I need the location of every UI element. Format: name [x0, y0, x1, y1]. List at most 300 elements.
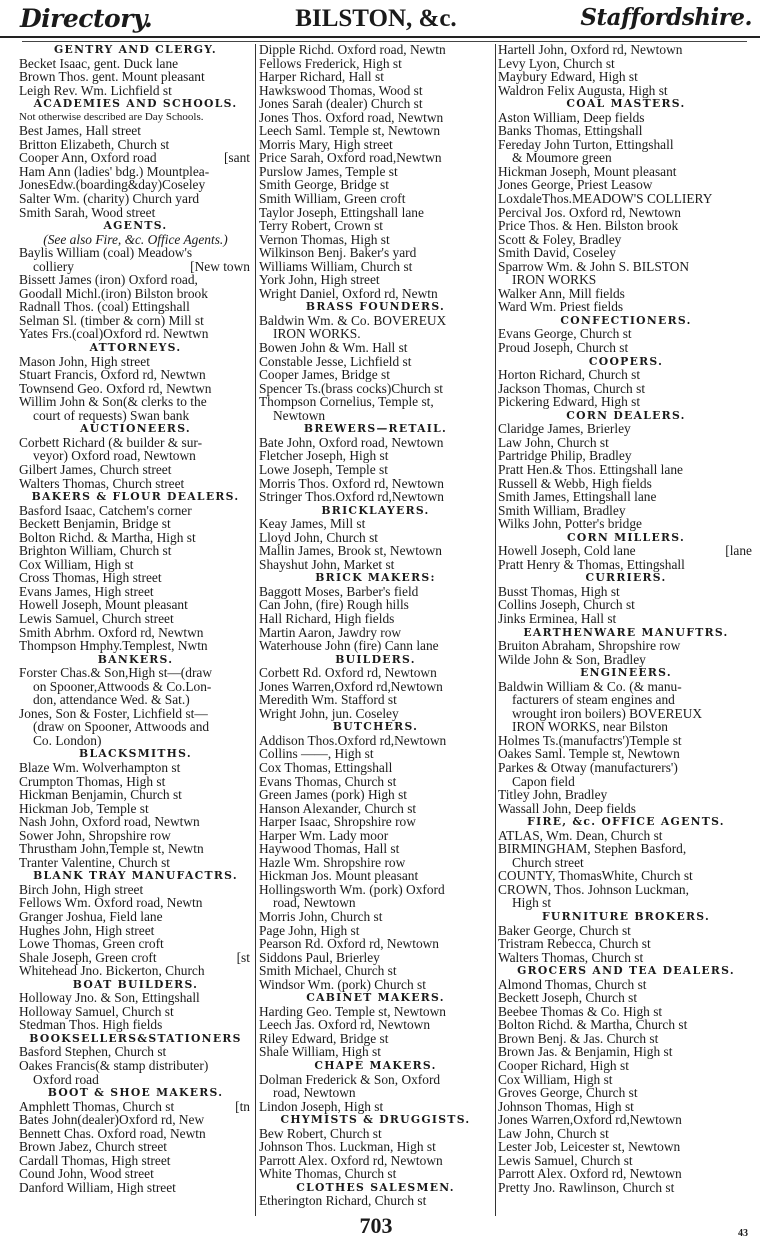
section-heading	[498, 531, 754, 545]
line-text: ACADEMIES AND SCHOOLS.	[33, 97, 238, 111]
line-text: Smith Michael, Church st	[259, 963, 397, 979]
line-text: Wilde John & Son, Bradley	[498, 651, 646, 667]
line-text: Evans James, High street	[19, 583, 154, 599]
directory-entry	[498, 395, 754, 409]
line-text: CHYMISTS & DRUGGISTS.	[280, 1113, 471, 1127]
line-text: BUTCHERS.	[332, 720, 419, 734]
line-text: Not otherwise described are Day Schools.	[19, 110, 204, 123]
line-text: court of requests) Swan bank	[33, 407, 190, 423]
line-text: Forster Chas.& Son,High st—(draw	[19, 665, 213, 681]
directory-entry	[19, 124, 252, 138]
line-text: facturers of steam engines and	[512, 692, 675, 708]
directory-entry	[259, 341, 492, 355]
directory-entry	[19, 1005, 252, 1019]
section-heading	[259, 1113, 492, 1127]
line-text: Fletcher Joseph, High st	[259, 448, 389, 464]
line-text: Cooper Ann, Oxford road	[19, 150, 157, 166]
line-text: Purslow James, Temple st	[259, 163, 398, 179]
line-text: Pratt Hen.& Thos. Ettingshall lane	[498, 461, 683, 477]
entry-continuation	[19, 693, 252, 707]
directory-entry	[259, 951, 492, 965]
line-text: Evans George, Church st	[498, 326, 632, 342]
directory-entry	[19, 626, 252, 640]
line-text: & Moumore green	[512, 150, 612, 166]
directory-entry	[19, 991, 252, 1005]
directory-entry	[498, 233, 754, 247]
directory-entry	[19, 883, 252, 897]
directory-entry	[259, 517, 492, 531]
line-text: Goodall Michl.(iron) Bilston brook	[19, 285, 208, 301]
directory-entry	[19, 138, 252, 152]
section-heading	[259, 504, 492, 518]
carryover-fragment: [st	[236, 949, 250, 965]
line-text: Smith James, Ettingshall lane	[498, 489, 657, 505]
directory-entry	[19, 937, 252, 951]
directory-entry	[259, 233, 492, 247]
directory-entry	[259, 639, 492, 653]
line-text: Hazle Wm. Shropshire row	[259, 854, 406, 870]
section-heading	[19, 341, 252, 355]
line-text: Siddons Paul, Brierley	[259, 949, 380, 965]
line-text: Collins Joseph, Church st	[498, 597, 635, 613]
line-text: Etherington Richard, Church st	[259, 1193, 427, 1209]
entry-continuation	[498, 856, 754, 870]
line-text: Corbett Richard (& builder & sur-	[19, 434, 203, 450]
section-heading	[19, 43, 252, 57]
line-text: Bowen John & Wm. Hall st	[259, 340, 408, 356]
directory-entry	[19, 802, 252, 816]
directory-entry	[498, 1167, 754, 1181]
directory-entry	[498, 829, 754, 843]
directory-entry	[259, 246, 492, 260]
directory-entry	[259, 775, 492, 789]
directory-entry	[498, 260, 754, 274]
directory-entry	[19, 70, 252, 84]
directory-entry	[259, 436, 492, 450]
line-text: Dolman Frederick & Son, Oxford	[259, 1071, 441, 1087]
directory-entry	[19, 368, 252, 382]
directory-entry	[498, 544, 754, 558]
column-divider	[495, 44, 496, 1216]
line-text: Harper Richard, Hall st	[259, 69, 384, 85]
line-text: Almond Thomas, Church st	[498, 976, 647, 992]
entry-continuation	[498, 273, 754, 287]
line-text: CORN DEALERS.	[566, 408, 686, 422]
line-text: AUCTIONEERS.	[80, 422, 191, 436]
line-text: Williams William, Church st	[259, 258, 413, 274]
directory-entry	[498, 382, 754, 396]
directory-entry	[259, 219, 492, 233]
directory-entry	[498, 70, 754, 84]
line-text: Price Thos. & Hen. Bilston brook	[498, 218, 679, 234]
directory-entry	[259, 1018, 492, 1032]
directory-entry	[19, 531, 252, 545]
directory-entry	[19, 1154, 252, 1168]
line-text: Becket Isaac, gent. Duck lane	[19, 55, 179, 71]
line-text: Maybury Edward, High st	[498, 69, 638, 85]
line-text: Crumpton Thomas, High st	[19, 773, 166, 789]
line-text: Riley Edward, Bridge st	[259, 1030, 389, 1046]
directory-entry	[259, 178, 492, 192]
directory-entry	[259, 70, 492, 84]
line-text: Brown Jabez, Church street	[19, 1139, 167, 1155]
directory-entry	[498, 138, 754, 152]
line-text: Hickman Benjamin, Church st	[19, 787, 182, 803]
directory-entry	[19, 1140, 252, 1154]
directory-entry	[19, 924, 252, 938]
line-text: Baylis William (coal) Meadow's	[19, 245, 193, 261]
line-text: COOPERS.	[588, 354, 664, 368]
directory-entry	[498, 368, 754, 382]
line-text: Walters Thomas, Church street	[19, 475, 185, 491]
entry-continuation	[19, 680, 252, 694]
directory-entry	[259, 1073, 492, 1087]
directory-entry	[259, 707, 492, 721]
directory-entry	[498, 84, 754, 98]
section-heading	[498, 626, 754, 640]
line-text: Shale William, High st	[259, 1044, 381, 1060]
line-text: Birch John, High street	[19, 881, 144, 897]
directory-entry	[259, 1154, 492, 1168]
line-text: road, Newtown	[273, 895, 356, 911]
directory-entry	[498, 978, 754, 992]
directory-entry	[19, 856, 252, 870]
line-text: Meredith Wm. Stafford st	[259, 692, 397, 708]
directory-entry	[498, 517, 754, 531]
directory-entry	[498, 1113, 754, 1127]
line-text: Basford Isaac, Catchem's corner	[19, 502, 192, 518]
section-heading	[19, 1086, 252, 1100]
directory-entry	[259, 531, 492, 545]
directory-entry	[259, 1100, 492, 1114]
line-text: Stuart Francis, Oxford rd, Newtwn	[19, 367, 206, 383]
directory-entry	[498, 192, 754, 206]
line-text: Bruiton Abraham, Shropshire row	[498, 638, 681, 654]
line-text: Page John, High st	[259, 922, 360, 938]
directory-entry	[259, 788, 492, 802]
directory-entry	[498, 598, 754, 612]
line-text: Jackson Thomas, Church st	[498, 380, 646, 396]
line-text: Johnson Thomas, High st	[498, 1098, 634, 1114]
line-text: Lindon Joseph, High st	[259, 1098, 384, 1114]
entry-continuation	[19, 409, 252, 423]
directory-entry	[498, 206, 754, 220]
line-text: Stedman Thos. High fields	[19, 1017, 163, 1033]
line-text: BUILDERS.	[335, 652, 416, 666]
directory-entry	[498, 869, 754, 883]
directory-entry	[259, 1045, 492, 1059]
running-head-left: Directory.	[20, 4, 153, 33]
directory-entry	[498, 1005, 754, 1019]
line-text: Hartell John, Oxford rd, Newtown	[498, 42, 683, 57]
line-text: Ham Ann (ladies' bdg.) Mountplea-	[19, 163, 210, 179]
directory-entry	[19, 585, 252, 599]
directory-entry	[498, 747, 754, 761]
line-text: Bate John, Oxford road, Newtown	[259, 434, 444, 450]
line-text: veyor) Oxford road, Newtown	[33, 448, 196, 464]
directory-entry	[259, 273, 492, 287]
line-text: colliery	[33, 258, 74, 274]
line-text: Brighton William, Church st	[19, 543, 172, 559]
section-heading	[19, 978, 252, 992]
line-text: Busst Thomas, High st	[498, 583, 620, 599]
line-text: Leigh Rev. Wm. Lichfield st	[19, 82, 172, 98]
running-head-right: Staffordshire.	[580, 4, 752, 31]
line-text: Waldron Felix Augusta, High st	[498, 82, 668, 98]
line-text: Shale Joseph, Green croft	[19, 949, 157, 965]
section-heading	[498, 97, 754, 111]
line-text: Bew Robert, Church st	[259, 1125, 382, 1141]
line-text: CURRIERS.	[585, 571, 667, 585]
directory-entry	[19, 598, 252, 612]
line-text: Parrott Alex. Oxford rd, Newtown	[498, 1166, 682, 1182]
section-heading	[498, 355, 754, 369]
line-text: Salter Wm. (charity) Church yard	[19, 191, 200, 207]
directory-entry	[498, 1100, 754, 1114]
line-text: Haywood Thomas, Hall st	[259, 841, 400, 857]
line-text: CLOTHES SALESMEN.	[296, 1180, 455, 1194]
line-text: Bennett Chas. Oxford road, Newtn	[19, 1125, 206, 1141]
line-text: Smith Abrhm. Oxford rd, Newtwn	[19, 624, 204, 640]
line-text: High st	[512, 895, 552, 911]
line-text: Smith Sarah, Wood street	[19, 204, 156, 220]
directory-entry	[498, 842, 754, 856]
directory-entry	[259, 978, 492, 992]
directory-entry	[259, 815, 492, 829]
line-text: Constable Jesse, Lichfield st	[259, 353, 412, 369]
directory-entry	[259, 57, 492, 71]
directory-entry	[259, 1194, 492, 1208]
directory-entry	[259, 544, 492, 558]
entry-continuation	[19, 1073, 252, 1087]
directory-entry	[259, 111, 492, 125]
directory-entry	[498, 761, 754, 775]
section-heading	[498, 571, 754, 585]
section-heading	[19, 1032, 252, 1046]
directory-entry	[498, 680, 754, 694]
section-heading	[498, 314, 754, 328]
line-text: Can John, (fire) Rough hills	[259, 597, 409, 613]
line-text: Bolton Richd. & Martha, Church st	[498, 1017, 688, 1033]
directory-entry	[498, 802, 754, 816]
directory-entry	[19, 327, 252, 341]
line-text: Keay James, Mill st	[259, 516, 366, 532]
directory-entry	[19, 910, 252, 924]
directory-entry	[498, 1086, 754, 1100]
line-text: (See also Fire, &c. Office Agents.)	[43, 231, 228, 247]
directory-entry	[19, 246, 252, 260]
line-text: Smith David, Coseley	[498, 245, 616, 261]
section-heading	[19, 219, 252, 233]
line-text: road, Newtown	[273, 1085, 356, 1101]
line-text: on Spooner,Attwoods & Co.Lon-	[33, 678, 212, 694]
section-heading	[498, 666, 754, 680]
line-text: AGENTS.	[103, 219, 168, 233]
carryover-fragment: [New town	[190, 258, 250, 274]
line-text: Harper Isaac, Shropshire row	[259, 814, 416, 830]
directory-entry	[498, 219, 754, 233]
line-text: CORN MILLERS.	[566, 530, 686, 544]
line-text: IRON WORKS	[512, 272, 597, 288]
line-text: FURNITURE BROKERS.	[541, 910, 711, 923]
line-text: Harding Geo. Temple st, Newtown	[259, 1003, 446, 1019]
line-text: Pratt Henry & Thomas, Ettingshall	[498, 556, 685, 572]
line-text: Vernon Thomas, High st	[259, 231, 390, 247]
section-heading	[259, 991, 492, 1005]
entry-continuation	[259, 1086, 492, 1100]
line-text: Hall Richard, High fields	[259, 610, 395, 626]
line-text: COAL MASTERS.	[566, 97, 686, 111]
line-text: Fereday John Turton, Ettingshall	[498, 136, 674, 152]
line-text: Howell Joseph, Mount pleasant	[19, 597, 188, 613]
directory-entry	[19, 1167, 252, 1181]
line-text: Jones Warren,Oxford rd,Newtown	[498, 1112, 682, 1128]
directory-entry	[498, 639, 754, 653]
line-text: Cox Thomas, Ettingshall	[259, 759, 393, 775]
line-text: Scott & Foley, Bradley	[498, 231, 622, 247]
line-text: Walker Ann, Mill fields	[498, 285, 625, 301]
directory-entry	[498, 111, 754, 125]
line-text: Jones Thos. Oxford road, Newtwn	[259, 109, 444, 125]
line-text: Nash John, Oxford road, Newtwn	[19, 814, 200, 830]
line-text: Radnall Thos. (coal) Ettingshall	[19, 299, 190, 315]
directory-entry	[19, 314, 252, 328]
directory-entry	[259, 97, 492, 111]
line-text: Wilkinson Benj. Baker's yard	[259, 245, 417, 261]
directory-entry	[259, 1127, 492, 1141]
entry-continuation	[498, 896, 754, 910]
section-heading	[19, 490, 252, 504]
line-text: Thompson Cornelius, Temple st,	[259, 394, 434, 410]
line-text: Wright Daniel, Oxford rd, Newtn	[259, 285, 438, 301]
section-heading	[259, 1059, 492, 1073]
directory-entry	[259, 395, 492, 409]
directory-entry	[259, 829, 492, 843]
entry-continuation	[19, 260, 252, 274]
directory-entry	[19, 829, 252, 843]
directory-entry	[19, 1127, 252, 1141]
entry-continuation	[498, 693, 754, 707]
line-text: Danford William, High street	[19, 1179, 176, 1195]
column-divider	[255, 44, 256, 1216]
line-text: Law John, Church st	[498, 434, 609, 450]
directory-entry	[259, 206, 492, 220]
line-text: Bissett James (iron) Oxford road,	[19, 272, 198, 288]
line-text: Morris John, Church st	[259, 909, 383, 924]
directory-entry	[498, 449, 754, 463]
entry-continuation	[498, 775, 754, 789]
section-heading	[259, 422, 492, 436]
line-text: BAKERS & FLOUR DEALERS.	[31, 490, 240, 504]
directory-entry	[259, 693, 492, 707]
directory-entry	[259, 287, 492, 301]
directory-entry	[498, 504, 754, 518]
directory-entry	[19, 896, 252, 910]
line-text: Cross Thomas, High street	[19, 570, 162, 586]
directory-entry	[19, 707, 252, 721]
directory-entry	[19, 788, 252, 802]
directory-entry	[498, 43, 754, 57]
line-text: Granger Joshua, Field lane	[19, 909, 163, 924]
directory-entry	[259, 1167, 492, 1181]
header-rule	[0, 36, 760, 38]
line-text: Lowe Joseph, Temple st	[259, 461, 388, 477]
directory-entry	[259, 260, 492, 274]
directory-entry	[19, 951, 252, 965]
section-heading	[19, 97, 252, 111]
directory-entry	[19, 192, 252, 206]
directory-entry	[498, 178, 754, 192]
directory-entry	[259, 1032, 492, 1046]
directory-entry	[19, 206, 252, 220]
directory-entry	[19, 504, 252, 518]
line-text: Cound John, Wood street	[19, 1166, 154, 1182]
line-text: JonesEdw.(boarding&day)Coseley	[19, 177, 206, 193]
line-text: York John, High street	[259, 272, 380, 288]
running-head-title: BILSTON, &c.	[295, 5, 457, 32]
line-text: Tristram Rebecca, Church st	[498, 936, 651, 952]
line-text: BRICK MAKERS:	[315, 571, 436, 585]
carryover-fragment: [tn	[235, 1098, 250, 1114]
line-text: Morris Mary, High street	[259, 136, 393, 152]
line-text: CONFECTIONERS.	[560, 313, 692, 327]
line-text: Lloyd John, Church st	[259, 529, 379, 545]
directory-entry	[19, 300, 252, 314]
line-text: Church street	[512, 854, 584, 870]
line-text: GROCERS AND TEA DEALERS.	[517, 964, 735, 978]
directory-entry	[498, 991, 754, 1005]
directory-entry	[259, 449, 492, 463]
line-text: IRON WORKS, near Bilston	[512, 719, 668, 735]
directory-entry	[19, 1018, 252, 1032]
line-text: Aston William, Deep fields	[498, 109, 645, 125]
line-text: Oakes Francis(& stamp distributer)	[19, 1058, 209, 1074]
directory-entry	[498, 937, 754, 951]
line-text: Taylor Joseph, Ettingshall lane	[259, 204, 424, 220]
directory-entry	[19, 151, 252, 165]
line-text: Stringer Thos.Oxford rd,Newtown	[259, 489, 444, 505]
directory-entry	[498, 585, 754, 599]
directory-entry	[498, 788, 754, 802]
directory-entry	[259, 463, 492, 477]
directory-entry	[259, 964, 492, 978]
directory-entry	[259, 802, 492, 816]
line-text: Pickering Edward, High st	[498, 394, 641, 410]
directory-entry	[498, 612, 754, 626]
directory-entry	[259, 761, 492, 775]
section-heading	[259, 653, 492, 667]
directory-entry	[498, 436, 754, 450]
line-text: COUNTY, ThomasWhite, Church st	[498, 868, 693, 884]
directory-entry	[19, 1100, 252, 1114]
line-text: Terry Robert, Crown st	[259, 218, 384, 234]
line-text: Whitehead Jno. Bickerton, Church	[19, 963, 205, 979]
section-heading	[19, 869, 252, 883]
directory-entry	[498, 653, 754, 667]
line-text: BRASS FOUNDERS.	[305, 300, 446, 314]
line-text: Corbett Rd. Oxford rd, Newtown	[259, 665, 437, 681]
line-text: Oakes Saml. Temple st, Newtown	[498, 746, 680, 762]
directory-entry	[259, 165, 492, 179]
entry-continuation	[498, 707, 754, 721]
section-heading	[19, 747, 252, 761]
line-text: Parrott Alex. Oxford rd, Newtown	[259, 1152, 443, 1168]
line-text: Holloway Jno. & Son, Ettingshall	[19, 990, 200, 1006]
line-text: Russell & Webb, High fields	[498, 475, 652, 491]
directory-entry	[19, 558, 252, 572]
directory-entry	[498, 287, 754, 301]
line-text: White Thomas, Church st	[259, 1166, 397, 1182]
